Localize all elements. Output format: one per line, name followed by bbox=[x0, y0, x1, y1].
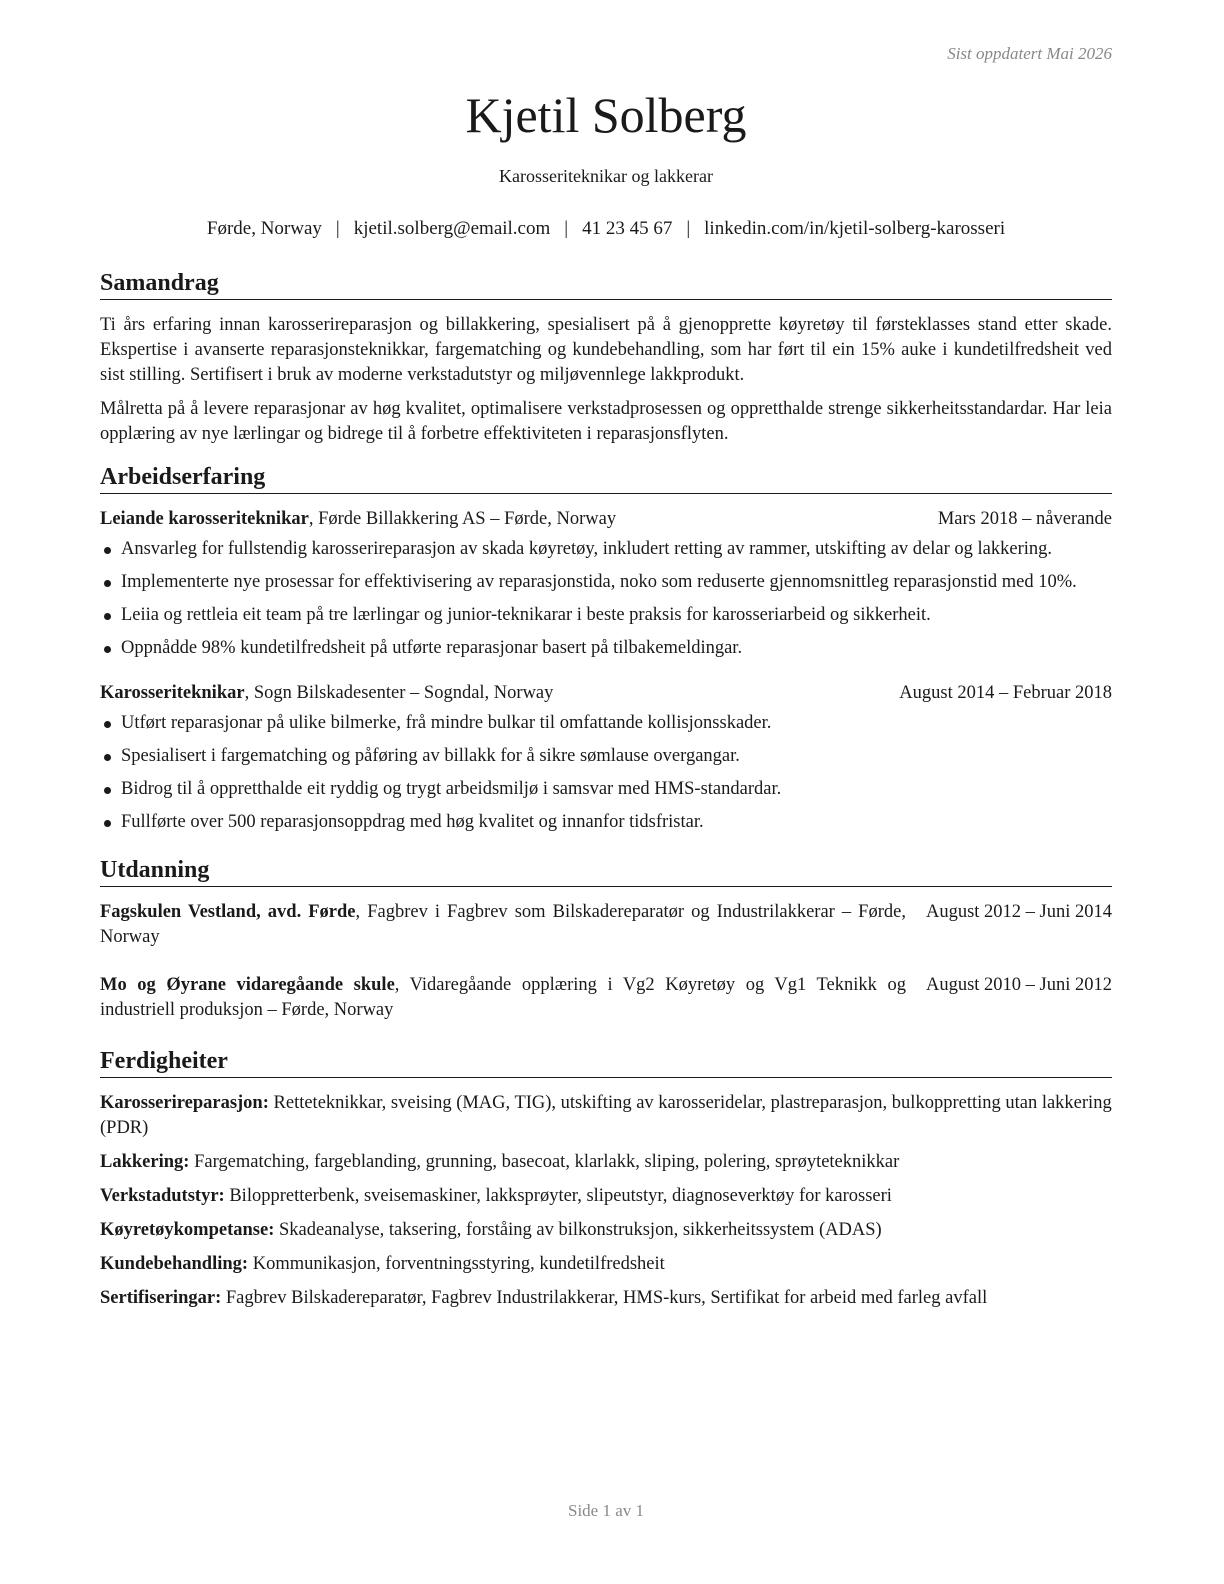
candidate-title: Karosseriteknikar og lakkerar bbox=[499, 166, 713, 186]
job-role: Leiande karosseriteknikar bbox=[100, 509, 309, 529]
skill-item bbox=[100, 1184, 1112, 1209]
skill-item bbox=[100, 1091, 1112, 1141]
candidate-name: Kjetil Solberg bbox=[465, 87, 747, 143]
skill-item bbox=[100, 1252, 1112, 1277]
education-dates: August 2012 – Juni 2014 bbox=[925, 902, 1112, 922]
bullet-item: Bidrog til å oppretthalde eit ryddig og trygt arbeidsmiljø i samsvar med HMS-standardar. bbox=[100, 777, 1112, 802]
job-dates: August 2014 – Februar 2018 bbox=[899, 683, 1112, 703]
skill-item bbox=[100, 1150, 1112, 1175]
section-heading-experience: Arbeidserfaring bbox=[100, 462, 1112, 494]
section-heading-education: Utdanning bbox=[100, 855, 1112, 887]
education-school: Fagskulen Vestland, avd. Førde bbox=[100, 902, 356, 922]
skill-item bbox=[100, 1218, 1112, 1243]
skill-value: Skadeanalyse, taksering, forståing av bilkonstruksjon, sikkerheitssystem (ADAS) bbox=[274, 1220, 882, 1240]
bullet-item: Implementerte nye prosessar for effektivisering av reparasjonstida, noko som reduserte gjennomsnittleg reparasjonstid med 10%. bbox=[100, 570, 1112, 595]
skill-label: Kundebehandling: bbox=[100, 1254, 249, 1274]
summary-paragraph: Målretta på å levere reparasjonar av høg kvalitet, optimalisere verkstadprosessen og oppretthalde strenge sikkerheitsstandardar. Har leia opplæring av nye lærlingar og bidrege til å forbetre effektiviteten i reparasjonsflyten. bbox=[100, 399, 1112, 444]
bullet-item: Spesialisert i fargematching og påføring av billakk for å sikre sømlause overgangar. bbox=[100, 744, 1112, 769]
bullet-item: Fullførte over 500 reparasjonsoppdrag med høg kvalitet og innanfor tidsfristar. bbox=[100, 810, 1112, 835]
contact-separator: | bbox=[335, 218, 340, 239]
bullet-item: Leiia og rettleia eit team på tre lærlingar og junior-teknikarar i beste praksis for karosseriarbeid og sikkerheit. bbox=[100, 603, 1112, 628]
section-heading-skills: Ferdigheiter bbox=[100, 1046, 1112, 1078]
skill-label: Sertifiseringar: bbox=[100, 1288, 222, 1308]
education-detail: , Vidaregåande opplæring i Vg2 Køyretøy og Vg1 Teknikk og industriell produksjon – Førde, Norway bbox=[100, 975, 906, 1020]
skill-value: Fagbrev Bilskadereparatør, Fagbrev Industrilakkerar, HMS-kurs, Sertifikat for arbeid med farleg avfall bbox=[221, 1288, 988, 1308]
skill-value: Fargematching, fargeblanding, grunning, basecoat, klarlakk, sliping, polering, sprøyteteknikkar bbox=[189, 1152, 900, 1172]
contact-separator: | bbox=[564, 218, 569, 239]
skill-value: Retteteknikkar, sveising (MAG, TIG), utskifting av karosseridelar, plastreparasjon, bulkoppretting utan lakkering (PDR) bbox=[100, 1093, 1112, 1138]
experience-section bbox=[100, 462, 1112, 835]
summary-paragraph: Ti års erfaring innan karosserireparasjon og billakkering, spesialisert på å gjenopprette køyretøy til førsteklasses stand etter skade. Ekspertise i avanserte reparasjonsteknikkar, fargematching og kundebehandling, som har ført til ein 15% auke i kundetilfredsheit ved sist stilling. Sertifisert i bruk av moderne verkstadutstyr og miljøvennlege lakkprodukt. bbox=[100, 315, 1112, 385]
education-detail: , Fagbrev i Fagbrev som Bilskadereparatør og Industrilakkerar – Førde, Norway bbox=[100, 902, 906, 947]
section-heading-summary: Samandrag bbox=[100, 268, 1112, 300]
education-dates: August 2010 – Juni 2012 bbox=[925, 975, 1112, 995]
skill-label: Lakkering: bbox=[100, 1152, 190, 1172]
skills-section bbox=[100, 1046, 1112, 1311]
job-employer: , Førde Billakkering AS – Førde, Norway bbox=[308, 509, 617, 529]
bullet-item: Ansvarleg for fullstendig karosserireparasjon av skada køyretøy, inkludert retting av rammer, utskifting av delar og lakkering. bbox=[100, 537, 1112, 562]
contact-linkedin[interactable]: linkedin.com/in/kjetil-solberg-karosseri bbox=[704, 218, 1006, 239]
job-entry bbox=[100, 681, 1112, 835]
resume-page bbox=[100, 0, 1112, 1584]
contact-location: Førde, Norway bbox=[206, 218, 322, 239]
page-footer: Side 1 av 1 bbox=[567, 1501, 645, 1520]
education-section bbox=[100, 855, 1112, 1023]
skill-label: Karosserireparasjon: bbox=[100, 1093, 269, 1113]
skill-label: Verkstadutstyr: bbox=[100, 1186, 225, 1206]
education-entry bbox=[100, 900, 1112, 950]
job-employer: , Sogn Bilskadesenter – Sogndal, Norway bbox=[244, 683, 554, 703]
job-header bbox=[100, 681, 1112, 706]
skill-value: Kommunikasjon, forventningsstyring, kundetilfredsheit bbox=[248, 1254, 665, 1274]
job-role: Karosseriteknikar bbox=[100, 683, 245, 703]
job-header bbox=[100, 507, 1112, 532]
bullet-item: Utført reparasjonar på ulike bilmerke, frå mindre bulkar til omfattande kollisjonsskader. bbox=[100, 711, 1112, 736]
education-school: Mo og Øyrane vidaregåande skule bbox=[100, 975, 395, 995]
contact-phone: 41 23 45 67 bbox=[582, 218, 673, 239]
job-entry bbox=[100, 507, 1112, 661]
contact-separator: | bbox=[686, 218, 691, 239]
skill-value: Biloppretterbenk, sveisemaskiner, lakksprøyter, slipeutstyr, diagnoseverktøy for karosseri bbox=[224, 1186, 892, 1206]
resume-content bbox=[100, 268, 1112, 1326]
job-bullets bbox=[100, 711, 1112, 835]
bullet-item: Oppnådde 98% kundetilfredsheit på utførte reparasjonar basert på tilbakemeldingar. bbox=[100, 636, 1112, 661]
last-updated: Sist oppdatert Mai 2026 bbox=[947, 44, 1112, 63]
job-dates: Mars 2018 – nåverande bbox=[937, 509, 1112, 529]
contact-email[interactable]: kjetil.solberg@email.com bbox=[353, 218, 551, 239]
summary-section bbox=[100, 268, 1112, 447]
skill-label: Køyretøykompetanse: bbox=[100, 1220, 275, 1240]
skill-item bbox=[100, 1286, 1112, 1311]
job-bullets bbox=[100, 537, 1112, 661]
contact-line bbox=[100, 218, 1112, 240]
education-entry bbox=[100, 973, 1112, 1023]
